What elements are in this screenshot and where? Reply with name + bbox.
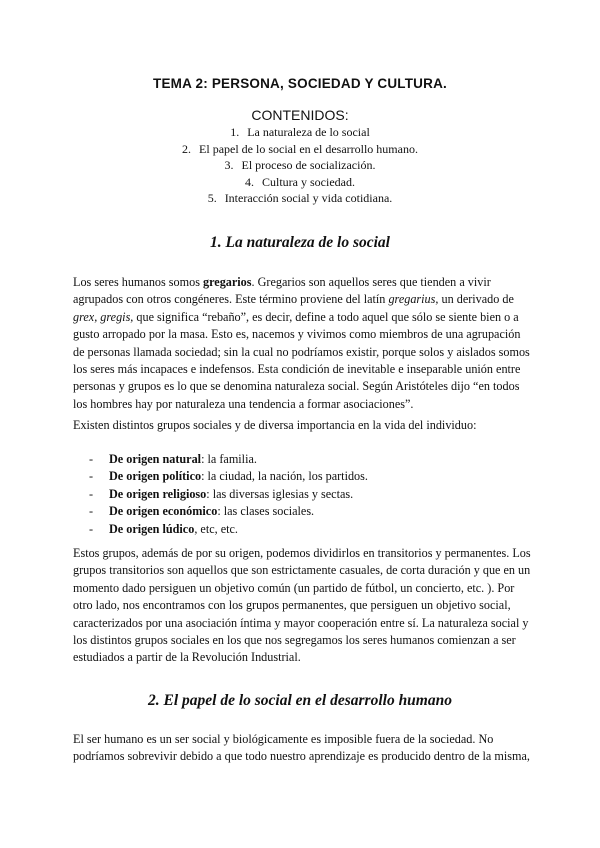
section-2-paragraph-1: El ser humano es un ser social y biológicamente es imposible fuera de la sociedad. No podríamos sobrevivir debido a que todo nuestro aprendizaje es producido dentro de la misma,: [73, 732, 530, 764]
list-item-term: De origen económico: [109, 504, 218, 519]
dash-bullet: -: [89, 504, 94, 519]
list-item-text: , etc, etc.: [194, 521, 238, 536]
dash-bullet: -: [89, 469, 94, 484]
table-of-contents: [0, 124, 600, 207]
dash-bullet: -: [89, 452, 94, 466]
list-item-term: De origen natural: [109, 452, 202, 466]
list-item: [73, 486, 533, 503]
toc-item: [0, 190, 600, 207]
list-item-term: De origen lúdico: [109, 521, 195, 536]
text-run: . Gregarios son aquellos seres que tienden a vivir agrupados con otros congéneres. Este término proviene del latín: [73, 275, 491, 307]
toc-label: El proceso de socialización.: [241, 158, 376, 172]
toc-item: [0, 157, 600, 174]
toc-item: [0, 141, 600, 158]
toc-number: 5.: [207, 191, 217, 205]
list-item-text: : las diversas iglesias y sectas.: [206, 486, 354, 501]
text-run: un derivado de: [438, 292, 514, 307]
toc-label: Interacción social y vida cotidiana.: [224, 191, 393, 205]
section-1-paragraph-2: Existen distintos grupos sociales y de diversa importancia en la vida del individuo:: [73, 418, 477, 432]
list-item-text: : las clases sociales.: [217, 504, 315, 519]
section-1-paragraph-1: [73, 274, 533, 413]
toc-number: 1.: [230, 125, 240, 139]
list-item-text: : la familia.: [201, 452, 257, 466]
toc-label: Cultura y sociedad.: [262, 174, 355, 189]
dash-bullet: -: [89, 486, 94, 501]
toc-number: 4.: [245, 174, 254, 189]
list-item: [73, 521, 533, 538]
toc-number: 2.: [182, 141, 192, 156]
toc-label: El papel de lo social en el desarrollo humano.: [199, 141, 418, 156]
group-origin-list: [73, 451, 533, 538]
toc-label: La naturaleza de lo social: [247, 125, 370, 139]
document-title: TEMA 2: PERSONA, SOCIEDAD Y CULTURA.: [153, 76, 447, 91]
section-2-heading: 2. El papel de lo social en el desarrollo humano: [148, 692, 452, 709]
section-1-heading: 1. La naturaleza de lo social: [210, 234, 390, 251]
list-item: [73, 451, 533, 468]
text-run: que significa “rebaño”, es decir, define a todo aquel que sólo se siente bien o a gusto arropado por la masa. Esto es, nacemos y vivimos como miembros de una agrupación de personas llamada sociedad; sin la cual no podríamos existir, porque solos y aislados somos los seres más incapaces e indefensos. Esta condición de inevitable e inseparable unión entre personas y grupos es lo que se denomina naturaleza social. Según Aristóteles dijo “en todos los hombres hay por naturaleza una tendencia a formar asociaciones”.: [73, 309, 530, 411]
contents-heading: CONTENIDOS:: [251, 107, 349, 123]
list-item-text: : la ciudad, la nación, los partidos.: [201, 469, 368, 484]
toc-item: [0, 174, 600, 191]
list-item-term: De origen religioso: [109, 486, 207, 501]
list-item: [73, 503, 533, 520]
toc-number: 3.: [224, 158, 234, 172]
bold-term: gregarios: [203, 275, 252, 289]
section-1-paragraph-3: Estos grupos, además de por su origen, podemos dividirlos en transitorios y permanentes. Los grupos transitorios son aquellos que son estrictamente casuales, de corta duración y que en un momento dado persiguen un objetivo común (un partido de fútbol, un concierto, etc. ). Por otro lado, nos encontramos con los grupos permanentes, que persiguen un objetivo social, caracterizados por una asociación íntima y mayor cooperación entre sí. La naturaleza social y los distintos grupos sociales en los que nos segregamos los seres humanos comienzan a ser estudiados a partir de la Revolución Industrial.: [73, 546, 531, 665]
list-item-term: De origen político: [109, 469, 202, 484]
italic-term: gregarius,: [388, 292, 439, 307]
italic-term: grex, gregis,: [73, 309, 134, 324]
dash-bullet: -: [89, 521, 94, 536]
list-item: [73, 468, 533, 485]
toc-item: [0, 124, 600, 141]
text-run: Los seres humanos somos: [73, 275, 203, 289]
